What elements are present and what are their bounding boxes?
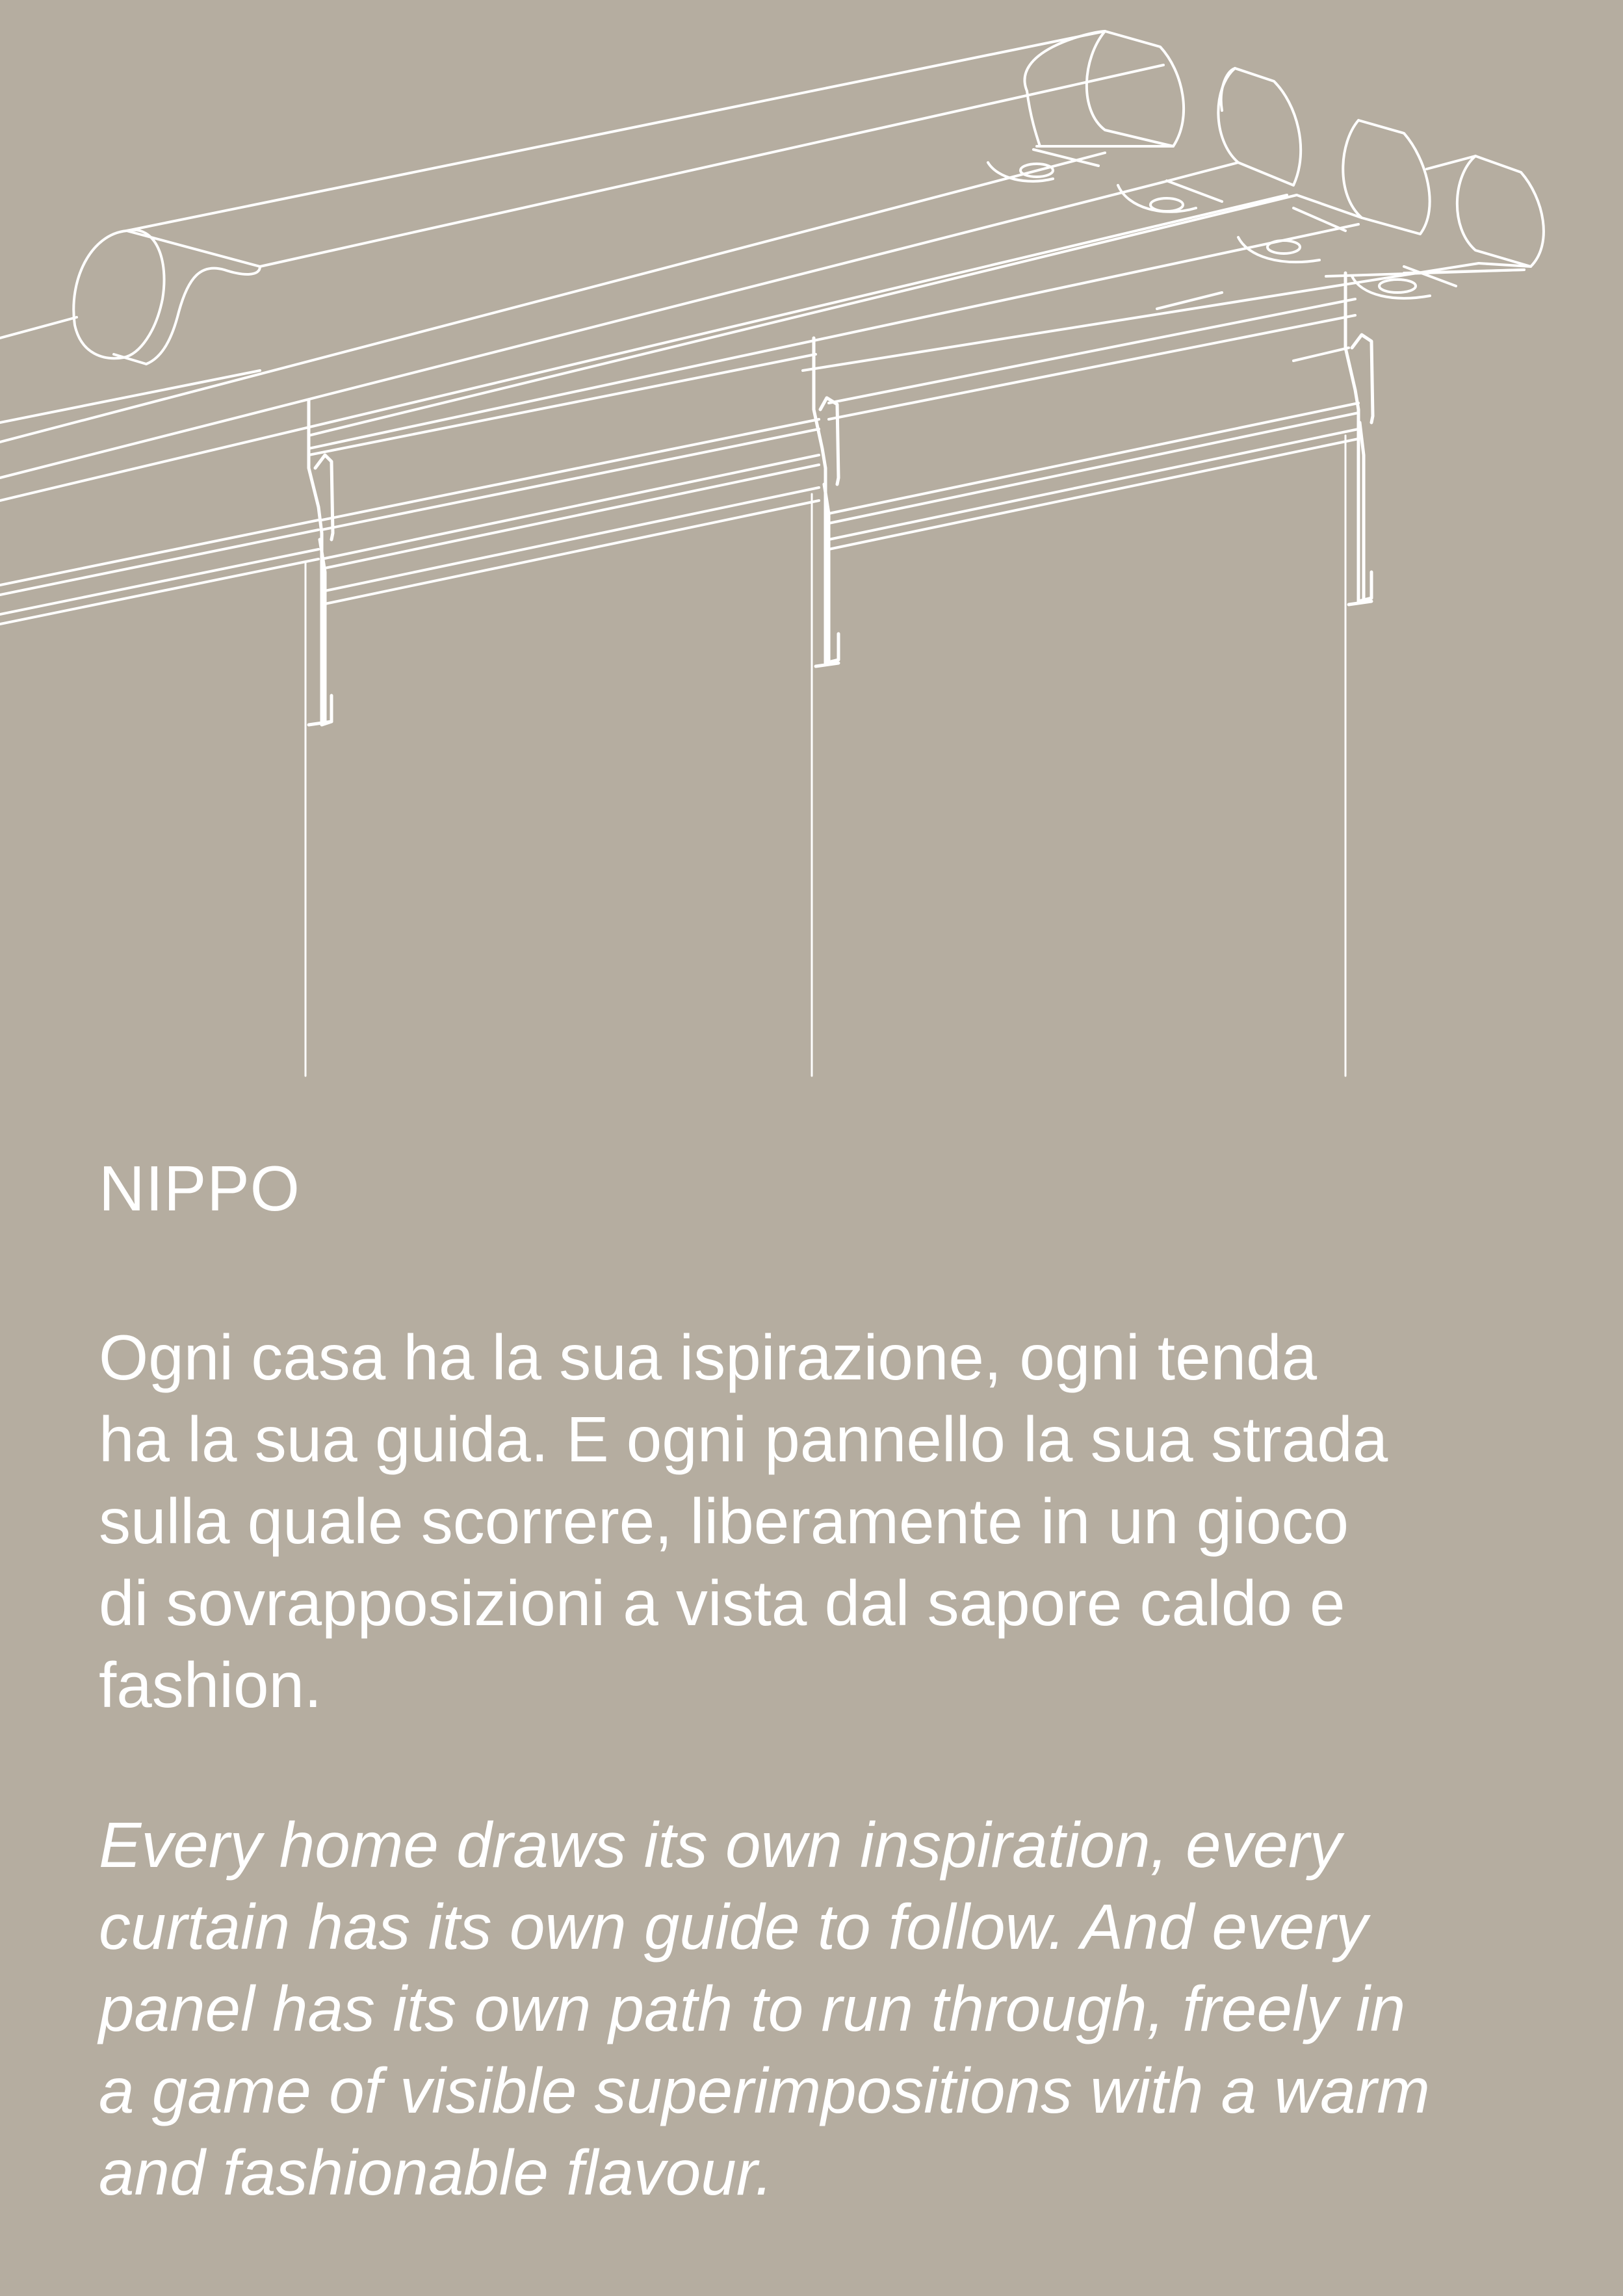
description-italian-line: fashion. xyxy=(99,1649,322,1721)
top-rail xyxy=(0,31,1184,442)
description-italian-line: sulla quale scorrere, liberamente in un gioco xyxy=(99,1485,1349,1557)
page-title: NIPPO xyxy=(99,1153,300,1224)
panel-carriers xyxy=(0,276,1358,624)
description-english xyxy=(99,1804,1555,2213)
description-italian xyxy=(99,1316,1555,1726)
curtain-track-illustration-icon xyxy=(0,0,1623,1092)
rail-2 xyxy=(0,68,1301,501)
rail-3 xyxy=(309,120,1430,449)
description-english-line: a game of visible superimpositions with a warm xyxy=(99,2055,1430,2126)
description-english-line: Every home draws its own inspiration, every xyxy=(99,1809,1342,1881)
description-italian-line: di sovrapposizioni a vista dal sapore caldo e xyxy=(99,1567,1345,1639)
description-english-line: curtain has its own guide to follow. And every xyxy=(99,1891,1368,1963)
description-italian-line: Ogni casa ha la sua ispirazione, ogni tenda xyxy=(99,1322,1318,1393)
description-italian-line: ha la sua guida. E ogni pannello la sua strada xyxy=(99,1403,1388,1475)
description-english-line: and fashionable flavour. xyxy=(99,2137,773,2208)
description-english-line: panel has its own path to run through, freely in xyxy=(99,1973,1406,2044)
